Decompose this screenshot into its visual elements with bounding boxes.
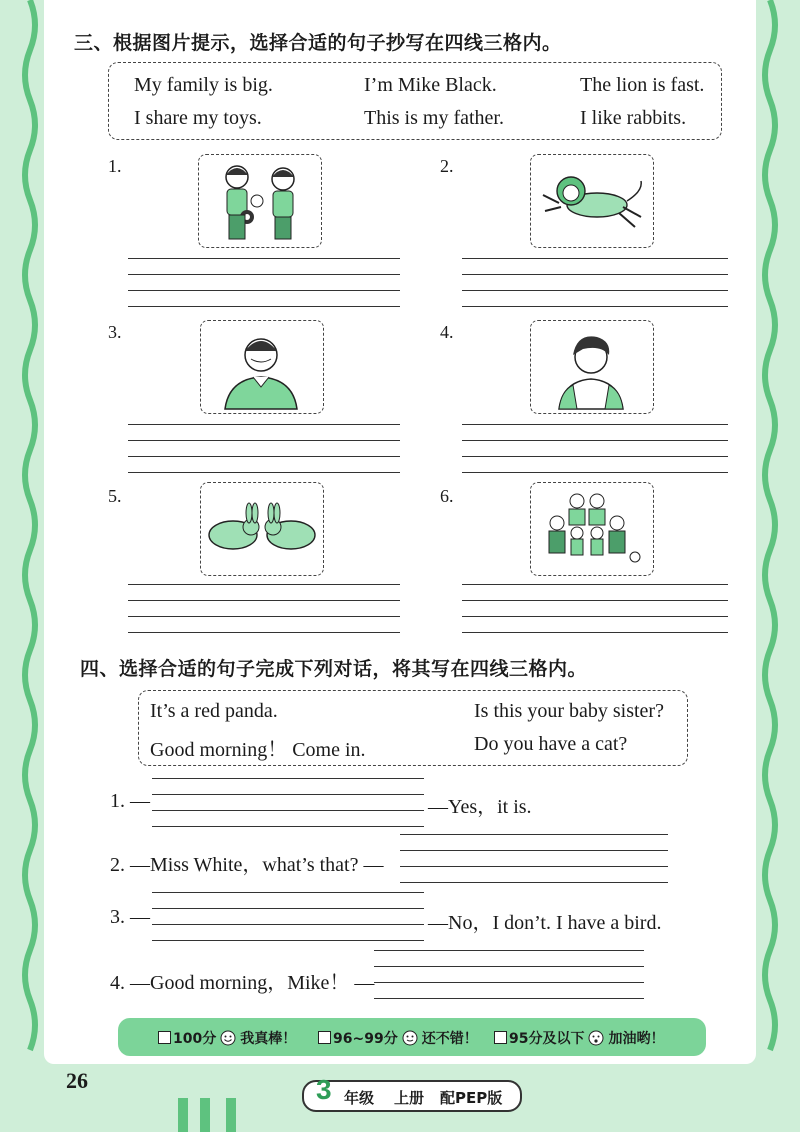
cheer-face-icon — [588, 1030, 604, 1046]
boys-sharing-toys-image — [198, 154, 322, 248]
option-text: This is my father. — [364, 107, 504, 129]
item-number: 2. — [440, 156, 454, 176]
four-line-writing-grid[interactable] — [152, 892, 424, 942]
four-line-writing-grid[interactable] — [152, 778, 424, 828]
score-option-96-99[interactable]: 96~99分 还不错！ — [318, 1028, 478, 1048]
decorative-bar — [200, 1098, 210, 1132]
decorative-bar — [226, 1098, 236, 1132]
page-number: 26 — [66, 1068, 88, 1093]
item-number: 4. — [440, 322, 454, 342]
option-text: I share my toys. — [134, 107, 262, 129]
big-family-image — [530, 482, 654, 576]
boy-portrait-image — [530, 320, 654, 414]
item-number: 3. — [108, 322, 122, 342]
score-option-95-below[interactable]: 95分及以下 加油哟！ — [494, 1028, 664, 1048]
checkbox[interactable] — [494, 1031, 507, 1044]
grade-number: 3 — [316, 1074, 332, 1105]
score-option-100[interactable]: 100分 我真棒！ — [158, 1028, 296, 1048]
item-number: 6. — [440, 486, 454, 506]
four-line-writing-grid[interactable] — [462, 424, 728, 474]
self-evaluation-bar — [118, 1018, 706, 1056]
dialogue-2-prompt: 2. —Miss White，what’s that? — — [110, 854, 384, 876]
four-line-writing-grid[interactable] — [462, 258, 728, 308]
decorative-bar — [178, 1098, 188, 1132]
section4-title: 四、选择合适的句子完成下列对话，将其写在四线三格内。 — [80, 658, 588, 680]
smile-face-icon — [402, 1030, 418, 1046]
option-text: My family is big. — [134, 74, 273, 96]
volume-label: 上册 — [394, 1089, 425, 1107]
checkbox[interactable] — [318, 1031, 331, 1044]
option-text: I’m Mike Black. — [364, 74, 497, 96]
item-number: 5. — [108, 486, 122, 506]
dialogue-1-reply: —Yes，it is. — [428, 796, 532, 818]
grade-label: 年级 — [344, 1089, 375, 1107]
four-line-writing-grid[interactable] — [400, 834, 668, 884]
four-line-writing-grid[interactable] — [374, 950, 644, 1000]
father-portrait-image — [200, 320, 324, 414]
rabbits-image — [200, 482, 324, 576]
option-text: The lion is fast. — [580, 74, 705, 96]
option-text: Is this your baby sister? — [474, 700, 664, 722]
four-line-writing-grid[interactable] — [128, 584, 400, 634]
four-line-writing-grid[interactable] — [462, 584, 728, 634]
option-text: It’s a red panda. — [150, 700, 278, 722]
item-number: 1. — [108, 156, 122, 176]
running-lion-image — [530, 154, 654, 248]
dialogue-3-number: 3. — — [110, 906, 150, 928]
dialogue-4-prompt: 4. —Good morning，Mike！ — — [110, 972, 375, 994]
happy-face-icon — [220, 1030, 236, 1046]
checkbox[interactable] — [158, 1031, 171, 1044]
dialogue-1-number: 1. — — [110, 790, 150, 812]
book-edition-label — [302, 1074, 522, 1112]
option-text: Good morning！ Come in. — [150, 739, 366, 761]
four-line-writing-grid[interactable] — [128, 424, 400, 474]
four-line-writing-grid[interactable] — [128, 258, 400, 308]
section3-title: 三、根据图片提示，选择合适的句子抄写在四线三格内。 — [74, 32, 562, 54]
edition-label: 配PEP版 — [440, 1089, 503, 1107]
dialogue-3-reply: —No，I don’t. I have a bird. — [428, 912, 662, 934]
option-text: I like rabbits. — [580, 107, 687, 129]
option-text: Do you have a cat? — [474, 733, 628, 755]
